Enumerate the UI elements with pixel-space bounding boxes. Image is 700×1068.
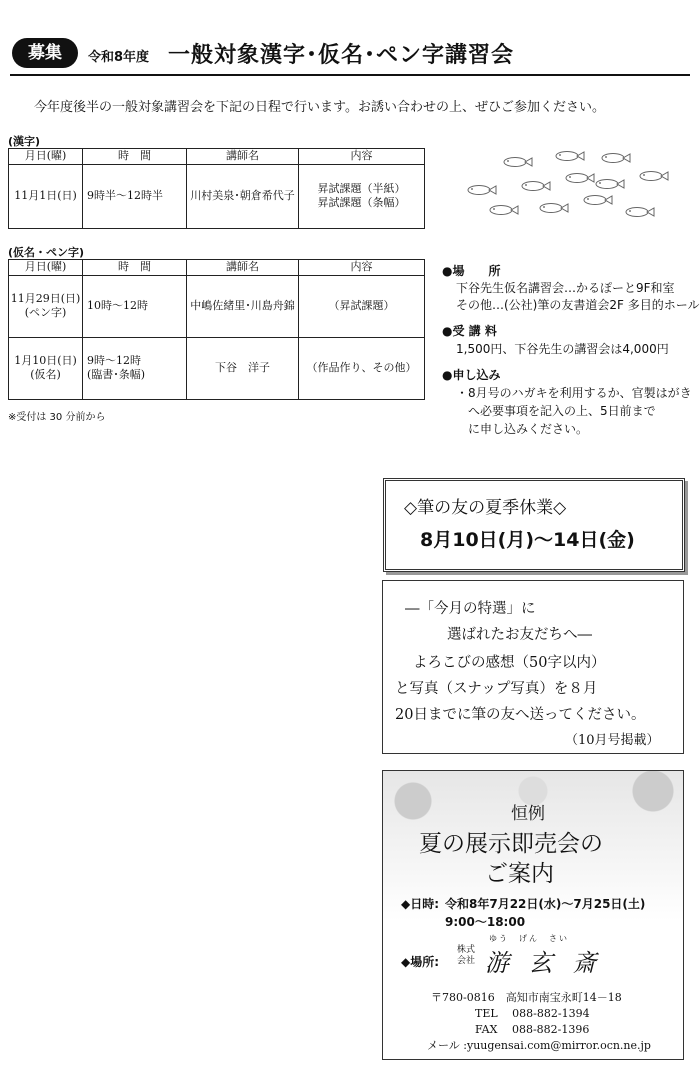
exhibit-date: 令和8年7月22日(水)〜7月25日(土) (445, 897, 646, 911)
table-row (9, 337, 425, 399)
exhibit-date-label: ◆日時: (401, 897, 440, 911)
place-line-2: その他…(公社)筆の友書道会2F 多目的ホール (456, 298, 700, 312)
date-line: 1月10日(日) (14, 353, 77, 367)
row-date (9, 337, 83, 399)
fish-illustration (455, 148, 675, 228)
row-time (83, 337, 187, 399)
table-row (9, 275, 425, 337)
company-logo: 游 玄 斎 (485, 949, 603, 977)
selection-line: 選ばれたお友だちへ― (447, 627, 592, 643)
place-line-1: 下谷先生仮名講習会…かるぽーと9F和室 (456, 281, 675, 295)
fiscal-year: 令和8年度 (88, 50, 150, 65)
time-sub: (臨書･条幅) (87, 368, 146, 382)
selection-line: よろこびの感想（50字以内） (413, 655, 606, 671)
header-divider (10, 74, 690, 76)
content-line: 昇試課題（半紙） (317, 181, 406, 195)
exhibit-title-2: ご案内 (485, 861, 554, 887)
recruit-badge: 募集 (12, 38, 78, 68)
selection-line: ―「今月の特選」に (405, 601, 536, 617)
exhibit-time: 9:00〜18:00 (445, 915, 526, 929)
apply-line-2: へ必要事項を記入の上、5日前まで (468, 404, 656, 418)
col-date: 月日(曜) (9, 260, 83, 276)
col-teacher: 講師名 (187, 260, 299, 276)
exhibit-title-1: 夏の展示即売会の (419, 831, 603, 857)
row-date: 11月1日(日) (9, 164, 83, 228)
fee-heading: ●受 講 料 (442, 324, 497, 338)
time-line: 9時〜12時 (87, 353, 141, 367)
date-sub: (ペン字) (24, 306, 67, 320)
date-sub: (仮名) (30, 368, 61, 382)
exhibit-tel: TEL 088-882-1394 (475, 1007, 590, 1020)
col-time: 時 間 (83, 260, 187, 276)
company-type (457, 945, 475, 967)
kanji-table (8, 148, 425, 229)
col-time: 時 間 (83, 149, 187, 165)
fee-text: 1,500円、下谷先生の講習会は4,000円 (456, 342, 669, 356)
row-teachers: 下谷 洋子 (187, 337, 299, 399)
row-content: （作品作り、その他） (299, 337, 425, 399)
col-teacher: 講師名 (187, 149, 299, 165)
company-ruby: ゆう げん さい (489, 934, 569, 943)
apply-line-3: に申し込みください。 (468, 422, 589, 436)
row-content: （昇試課題） (299, 275, 425, 337)
selection-notice-box (382, 580, 684, 754)
col-content: 内容 (299, 149, 425, 165)
exhibition-box (382, 770, 684, 1060)
intro-text: 今年度後半の一般対象講習会を下記の日程で行います。お誘い合わせの上、ぜひご参加ください。 (34, 100, 605, 115)
kana-table (8, 259, 425, 400)
row-date (9, 275, 83, 337)
exhibit-place-label: ◆場所: (401, 955, 440, 969)
col-date: 月日(曜) (9, 149, 83, 165)
table-row (9, 164, 425, 228)
exhibit-kicker: 恒例 (511, 804, 545, 824)
row-time: 9時半〜12時半 (83, 164, 187, 228)
row-time: 10時〜12時 (83, 275, 187, 337)
date-line: 11月29日(日) (10, 291, 81, 305)
exhibit-address: 〒780-0816 高知市南宝永町14－18 (431, 991, 622, 1004)
company-type-2: 会社 (457, 956, 476, 966)
kanji-section-label: (漢字) (8, 135, 41, 148)
selection-line: 20日までに筆の友へ送ってください。 (395, 707, 646, 723)
place-heading: ●場 所 (442, 264, 501, 278)
summer-holiday-box (383, 478, 685, 572)
col-content: 内容 (299, 260, 425, 276)
table-header-row (9, 260, 425, 276)
row-content (299, 164, 425, 228)
company-type-1: 株式 (457, 945, 476, 955)
content-line: 昇試課題（条幅） (317, 196, 406, 210)
kana-section-label: (仮名・ペン字) (8, 246, 85, 259)
selection-line: と写真（スナップ写真）を８月 (395, 681, 598, 697)
reception-note: ※受付は 30 分前から (8, 412, 106, 423)
exhibit-fax: FAX 088-882-1396 (475, 1023, 590, 1036)
apply-line-1: ・8月号のハガキを利用するか、官製はがき (456, 386, 692, 400)
apply-heading: ●申し込み (442, 368, 501, 382)
holiday-title: ◇筆の友の夏季休業◇ (404, 498, 567, 518)
row-teachers: 川村美泉･朝倉希代子 (187, 164, 299, 228)
selection-line: （10月号掲載） (565, 733, 660, 748)
row-teachers: 中嶋佐緒里･川島舟錦 (187, 275, 299, 337)
holiday-dates: 8月10日(月)〜14日(金) (420, 529, 635, 551)
page-title: 一般対象漢字･仮名･ペン字講習会 (168, 42, 515, 68)
exhibit-mail: メール :yuugensai.com@mirror.ocn.ne.jp (427, 1039, 651, 1052)
table-header-row (9, 149, 425, 165)
